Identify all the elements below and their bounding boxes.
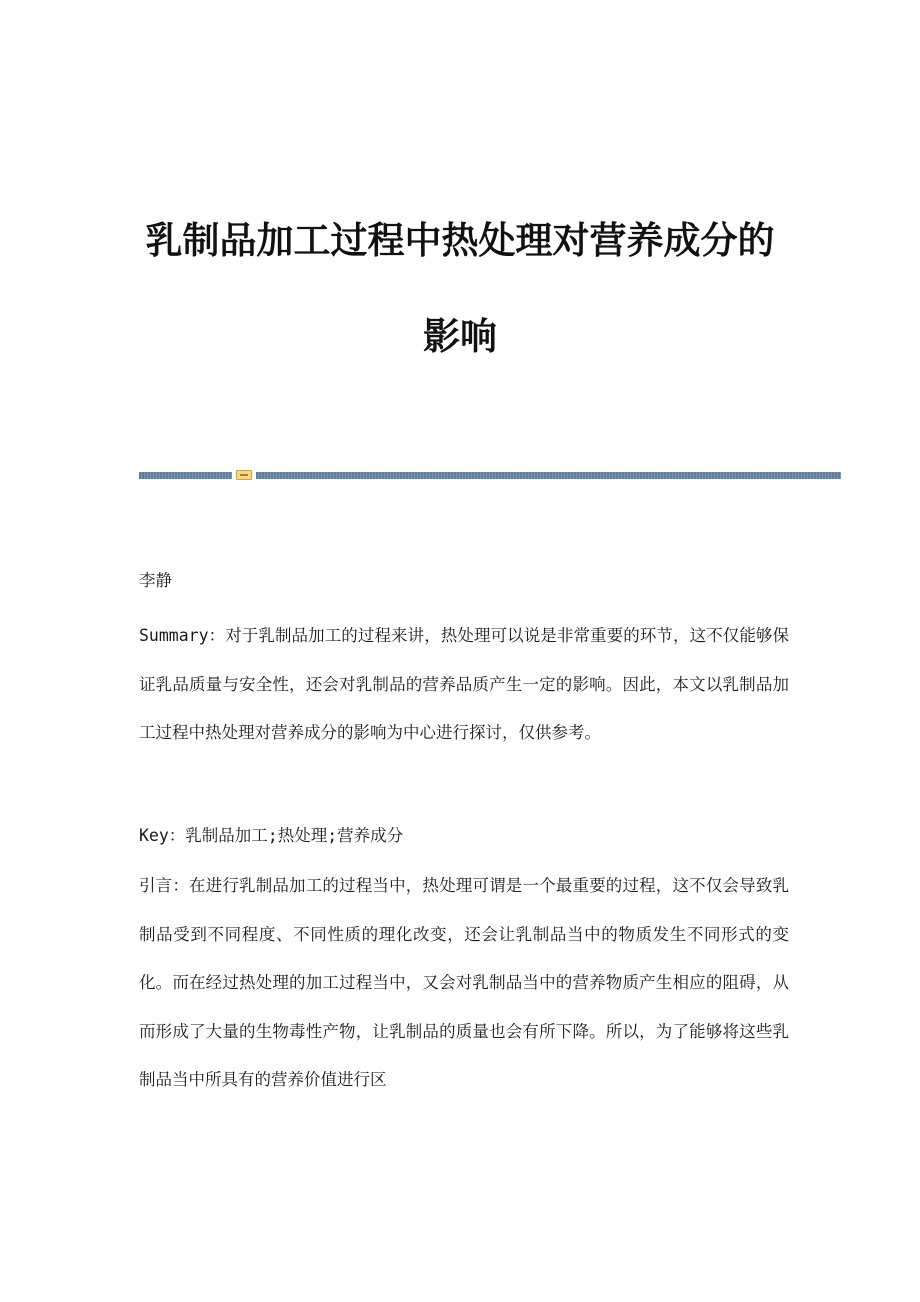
- title-divider: [139, 470, 841, 480]
- keywords-line: Key：乳制品加工;热处理;营养成分: [139, 826, 404, 845]
- document-title-line-2: 影响: [423, 314, 497, 358]
- introduction-paragraph: 引言：在进行乳制品加工的过程当中，热处理可谓是一个最重要的过程，这不仅会导致乳制品受到不同程度、不同性质的理化改变，还会让乳制品当中的物质发生不同形式的变化。而在经过热处理的加工过程当中，又会对乳制品当中的营养物质产生相应的阻碍，从而形成了大量的生物毒性产物，让乳制品的质量也会有所下降。所以，为了能够将这些乳制品当中所具有的营养价值进行区: [139, 876, 789, 1089]
- divider-left-bar: [139, 472, 232, 479]
- divider-right-bar: [256, 472, 841, 479]
- document-title-line-1: 乳制品加工过程中热处理对营养成分的: [145, 218, 775, 262]
- divider-ornament-icon: [236, 470, 252, 480]
- author-name: 李静: [139, 571, 172, 590]
- summary-paragraph: Summary：对于乳制品加工的过程来讲，热处理可以说是非常重要的环节，这不仅能够保证乳品质量与安全性，还会对乳制品的营养品质产生一定的影响。因此，本文以乳制品加工过程中热处理对营养成分的影响为中心进行探讨，仅供参考。: [139, 626, 789, 742]
